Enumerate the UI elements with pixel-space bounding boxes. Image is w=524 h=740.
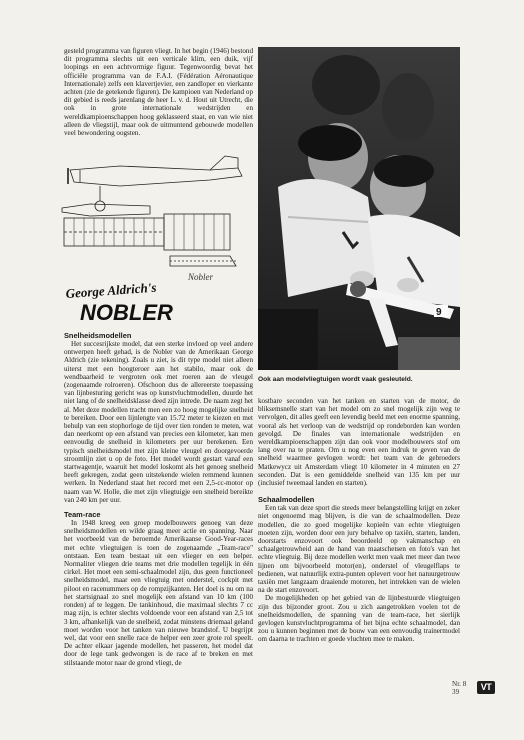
magazine-logo: VT <box>477 681 495 694</box>
issue-number: Nr. 8 <box>452 680 467 688</box>
nobler-drawing <box>60 148 256 326</box>
right-column <box>258 397 460 644</box>
modelers-photo <box>258 47 460 370</box>
scale-paragraph-1: Een tak van deze sport die steeds meer belangstelling krijgt en zeker niet ongenoemd mag blijven, is die van de schaalmodellen. Deze modellen, die zo goed mogelijke kopieën van echte vliegtuigen moeten zijn, worden door een jury behalve op taxiën, starten, landen, doorstarts enzovoort ook beoordeeld op vakmanschap en schaalgetrouwheid aan de hand van maatschetsen en foto's van het echte vliegtuig. Bij deze modellen werkt men vaak met meer dan twee lijnen om bijvoorbeeld motor(en), onderstel of vleugelflaps te bedienen, wat natuurlijk extra-punten oplevert voor het natuurgetrouw taxiën met langzaam draaiende motoren, het intrekken van de wielen na de start enzovoort. <box>258 504 460 595</box>
airplane-plan-illustration <box>60 148 256 326</box>
speed-heading: Snelheidsmodellen <box>64 331 132 340</box>
scale-models-heading: Schaalmodellen <box>258 495 315 505</box>
drawing-signature: Nobler <box>188 272 214 282</box>
page-folio <box>452 680 466 696</box>
photo-caption: Ook aan modelvliegtuigen wordt vaak gesleuteld. <box>258 376 413 383</box>
intro-text <box>64 47 253 137</box>
drawing-title: NOBLER <box>80 300 173 325</box>
team-race-heading: Team-race <box>64 510 101 520</box>
photo-model-number: 9 <box>436 307 442 318</box>
team-race-paragraph: In 1948 kreeg een groep modelbouwers genoeg van deze snelheidsmodellen en wilde graag meer actie en spanning. Naar het voorbeeld van de beroemde Amerikaanse Good-Year-races met echte vliegtuigen is toen de zogenaamde „Team-race" ontstaan. Een team bestaat uit een vlieger en een helper. Normaliter vliegen drie teams met drie modellen tegelijk in één cirkel. Het moet een semi-schaalmodel zijn, dus geen functioneel snelheidsmodel, maar een vliegtuig met onderstel, cockpit met piloot en racenummers op de rompzijkanten. Het doel is nu om na het startsignaal zo snel mogelijk een afstand van 10 km (100 ronden) af te leggen. De tankinhoud, die maximaal slechts 7 cc mag zijn, is echter slechts voldoende voor een afstand van 2,5 tot 3 km, afhankelijk van de snelheid, zodat minstens driemaal geland moet worden voor het tanken van nieuwe brandstof. U begrijpt wel, dat voor een snelle race de helper een zeer grote rol speelt. De achter elkaar jagende modellen, het passeren, het model dat door de lege tank gedwongen is de race af te breken en met stilstaande motor naar de grond vliegt, de <box>64 519 253 667</box>
scale-paragraph-2: De mogelijkheden op het gebied van de lijnbestuurde vliegtuigen zijn dus bijzonder groot. Zou u zich aangetrokken voelen tot de snelheidsmodellen, de spanning van de team-race, het sierlijk gevlogen kunstvluchtprogramma of het bijna echte schaalmodel, dan zou u kunnen beginnen met de bouw van een eenvoudig trainermodel om daarna te trachten er goede vluchten mee te maken. <box>258 594 460 644</box>
team-race-continuation: kostbare seconden van het tanken en starten van de motor, de bliksemsnelle start van het model om zo snel mogelijk zijn weg te vervolgen, dit alles geeft een levendig beeld met een enorme spanning, vooral als het verloop van de wedstrijd op rondeborden kan worden gevolgd. De finales van internationale wedstrijden en wereldkampioenschappen zijn dan ook voor modelbouwers stof om lang over na te praten. Om u nog even een indruk te geven van de snelheid waarmee gevlogen wordt: het team van de gebroeders Matkewycz uit Amsterdam vliegt 10 kilometer in 4 minuten en 27 seconden. Dat is een gemiddelde snelheid van 135 km per uur (inclusief tweemaal landen en starten). <box>258 397 460 488</box>
page-number: 39 <box>452 688 460 696</box>
drawing-title-script: George Aldrich's <box>65 279 157 301</box>
intro-paragraph: gesteld programma van figuren vliegt. In het begin (1946) bestond dit programma slechts uit een verticale klim, een duik, vijf loopings en een achtvormige figuur. Tegenwoordig bevat het officiële programma van de F.A.I. (Fédération Aéronautique Internationale) zelfs een klavertjevier, een zandloper en vierkante achten (zie de getekende figuren). De kampioen van Nederland op dit gebied is reeds jarenlang de heer L. v. d. Hout uit Utrecht, die ook in grote internationale wedstrijden en wereldkampioenschappen hoog geklasseerd staat, en van wie niet alleen de vliegstijl, maar ook de uitmuntend gebouwde modellen veel bewondering oogsten. <box>64 47 253 138</box>
speed-paragraph: Het succesrijkste model, dat een sterke invloed op veel andere ontwerpen heeft gehad, is de Nobler van de Amerikaan George Aldrich (zie tekening). Zoals u ziet, is dit type model niet alleen uiterst met een hoogteroer aan het stabilo, maar ook de wendbaarheid te vergroten ook met roeren aan de vleugel (zogenaamde rolroeren). Ofschoon dus de allereerste toepassing van lijnbesturing gericht was op kunstvluchtmodellen, duurde het niet lang of de snelheidsklasse deed zijn intrede. De naam zegt het al. Met deze modellen tracht men een zo hoog mogelijke snelheid te bereiken. Door een lijnlengte van 15.72 meter te kiezen en met behulp van een stophorloge de tijd over tien ronden te meten, wat dan neerkomt op een afstand van precies een kilometer, kan men eenvoudig de snelheid in kilometers per uur berekenen. Een typisch snelheidsmodel met zijn kleine vleugel en doorgevoerde stroomlijn ziet u op de foto. Het model wordt gestart vanaf een startwagentje, waaruit het model loskomt als het genoeg snelheid heeft gekregen, zodat geen uitstekende wielen remmend kunnen werken. In Nederland staat het record met een 2,5-cc-motor op naam van W. Holle, die met zijn vliegtuigje een snelheid bereikte van 240 km per uur. <box>64 340 253 504</box>
photo-illustration <box>258 47 460 370</box>
left-column <box>64 331 253 667</box>
